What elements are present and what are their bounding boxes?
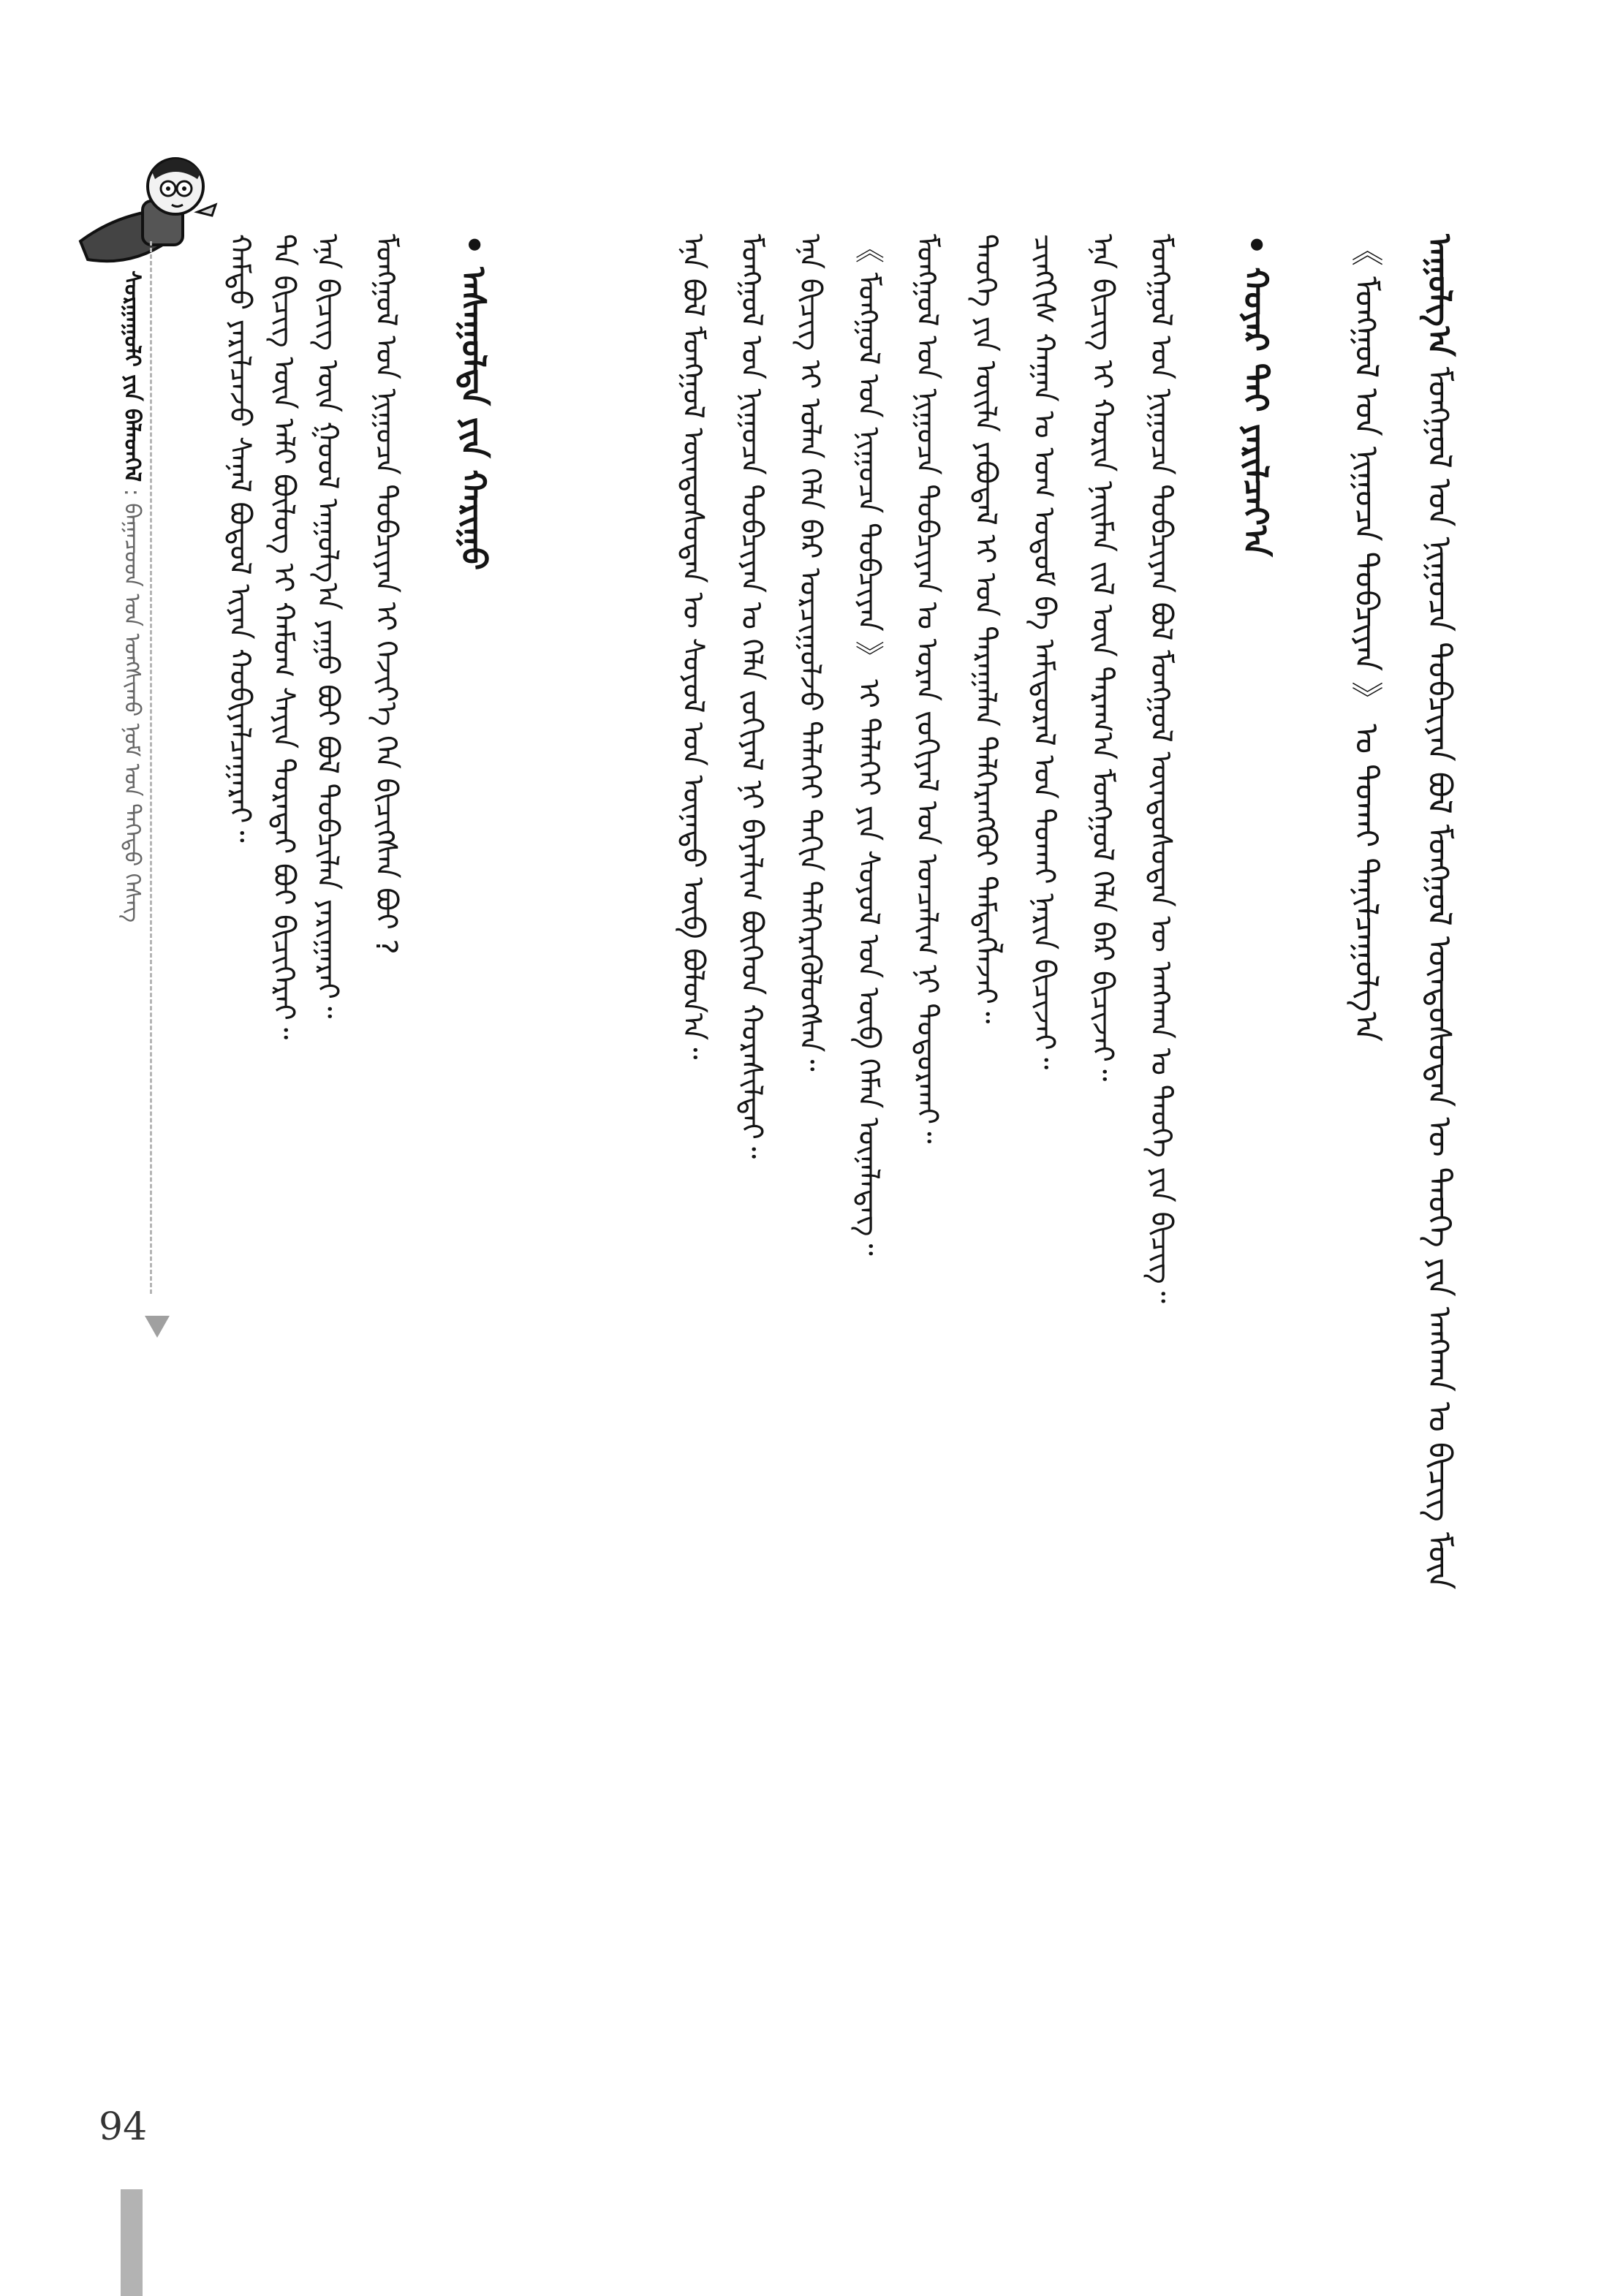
paragraph-line: 《 ᠮᠣᠩᠭᠣᠯ ᠤᠨ ᠨᠢᠭᠤᠴᠠ ᠲᠣᠪᠴᠢᠶᠠᠨ 》 ᠢ ᠳᠡᠯᠡᠬᠡᠢ ᠶᠢᠨ ᠰᠣᠶᠣᠯ ᠤᠨ ᠥᠪ ᠬᠡᠮᠡᠨ ᠦᠨᠡᠯᠡᠳᠡᠭ᠃ xyxy=(852,234,885,1256)
footer-bar xyxy=(121,2189,143,2296)
question-line: ᠮᠣᠩᠭᠣᠯ ᠤᠨ ᠨᠢᠭᠤᠴᠠ ᠲᠣᠪᠴᠢᠶᠠᠨ ᠢ ᠬᠡᠵᠢᠶ᠎ᠡ ᠬᠡᠨ ᠪᠢᠴᠢᠭᠰᠡᠨ ᠪᠤᠢ ? xyxy=(369,234,403,955)
paragraph-line: ᠮᠣᠩᠭᠣᠯ ᠤᠨ ᠨᠢᠭᠤᠴᠠ ᠲᠣᠪᠴᠢᠶᠠᠨ ᠤ ᠤᠷᠠᠨ ᠵᠣᠬᠢᠶᠠᠯ ᠤᠨ ᠣᠨᠴᠠᠯᠢᠭ ᠨᠢ ᠲᠣᠳᠣᠷᠬᠠᠢ᠃ xyxy=(910,234,944,1144)
running-header-subtitle: ᠪᠠᠭᠠᠴᠤᠳ ᠤᠨ ᠤᠩᠰᠢᠬᠤ ᠨᠣᠮ ᠤᠨ ᠳᠡᠭᠡᠳᠦ ᠬᠡᠰᠡᠭ xyxy=(119,503,145,923)
question-line: ᠡᠨᠡ ᠪᠢᠴᠢᠭ ᠦᠨ ᠭᠣᠣᠯ ᠠᠭᠤᠯᠭ᠎ᠠ ᠶᠠᠭᠤ ᠪᠤᠢ ᠪᠣᠯ ᠲᠣᠪᠴᠢᠯᠠᠨ ᠶᠠᠷᠢᠭᠠᠷᠠᠢ᠃ xyxy=(311,234,344,1019)
running-header: ᠰᠤᠷᠭᠠᠭᠤᠯᠢ ᠶᠢᠨ ᠪᠡᠯᠡᠳᠬᠡᠯ : ᠪᠠᠭᠠᠴᠤᠳ ᠤᠨ ᠤᠩᠰᠢᠬᠤ ᠨᠣᠮ ᠤᠨ ᠳᠡᠭᠡᠳᠦ ᠬᠡᠰᠡᠭ xyxy=(119,270,145,923)
paragraph-line: ᠴᠢᠩᠭᠢᠰ ᠬᠠᠭᠠᠨ ᠤ ᠤᠭ ᠤᠳᠤᠮ ᠪᠠ ᠠᠮᠢᠳᠤᠷᠠᠯ ᠤᠨ ᠲᠤᠬᠠᠢ ᠨᠠᠷᠢᠨ ᠪᠢᠴᠢᠵᠡᠢ᠃ xyxy=(1027,234,1061,1070)
intro-subtitle: 《 ᠮᠣᠩᠭᠣᠯ ᠤᠨ ᠨᠢᠭᠤᠴᠠ ᠲᠣᠪᠴᠢᠶᠠᠨ 》 ᠤ ᠲᠤᠬᠠᠢ ᠲᠠᠨᠢᠯᠴᠠᠭᠤᠯᠭ᠎ᠠ xyxy=(1347,234,1385,1042)
question-line: ᠲᠠ ᠪᠢᠴᠢᠭ ᠦᠨ ᠠᠯᠢ ᠪᠦᠯᠦᠭ ᠢ ᠬᠠᠮᠤᠭ ᠰᠠᠶᠢᠨ ᠳᠤᠷᠠᠲᠠᠢ ᠪᠤᠢ ᠪᠢᠴᠢᠭᠡᠷᠡᠢ᠃ xyxy=(267,234,300,1040)
section-heading-questions: • ᠠᠰᠠᠭᠤᠯᠲᠠ ᠶᠢᠨ ᠬᠠᠷᠢᠭᠤ xyxy=(454,234,493,571)
mascot-illustration xyxy=(66,132,227,278)
intro-title: ᠠᠭᠤᠯᠭ᠎ᠠ ᠮᠣᠩᠭᠣᠯ ᠤᠨ ᠨᠢᠭᠤᠴᠠ ᠲᠣᠪᠴᠢᠶᠠᠨ ᠪᠣᠯ ᠮᠣᠩᠭᠣᠯ ᠦᠨᠳᠦᠰᠦᠲᠡᠨ ᠦ ᠲᠡᠦᠬᠡ ᠶᠢᠨ ᠠᠩᠬᠠᠨ ᠤ ᠪᠢᠴᠢᠭ ᠮᠥᠨ xyxy=(1420,234,1458,1590)
paragraph-line: ᠡᠨᠡ ᠪᠢᠴᠢᠭ ᠢ ᠬᠣᠷᠢᠨ ᠨᠠᠢᠮᠠᠨ ᠵᠢᠯ ᠦᠨ ᠳᠠᠷᠠᠭ᠎ᠠ ᠮᠣᠩᠭᠣᠯ ᠬᠡᠯᠡ ᠪᠡᠷ ᠪᠢᠴᠢᠵᠡᠢ᠃ xyxy=(1086,234,1119,1082)
paragraph-line: ᠡᠨᠡ ᠪᠢᠴᠢᠭ ᠢ ᠣᠯᠠᠨ ᠬᠡᠯᠡ ᠪᠡᠷ ᠣᠷᠴᠢᠭᠤᠯᠵᠤ ᠳᠡᠯᠡᠬᠡᠢ ᠳᠠᠬᠢᠨ ᠳᠡᠯᠭᠡᠷᠡᠭᠦᠯᠦᠭᠰᠡᠨ᠃ xyxy=(793,234,827,1072)
triangle-marker-icon xyxy=(145,1316,170,1338)
paragraph-line: ᠮᠣᠩᠭᠣᠯ ᠤᠨ ᠨᠢᠭᠤᠴᠠ ᠲᠣᠪᠴᠢᠶᠠᠨ ᠪᠣᠯ ᠮᠣᠩᠭᠣᠯ ᠦᠨᠳᠦᠰᠦᠲᠡᠨ ᠦ ᠠᠩᠬᠠᠨ ᠤ ᠲᠡᠦᠬᠡ ᠶᠢᠨ ᠪᠢᠴᠢᠭ᠃ xyxy=(1144,234,1178,1303)
section-heading-discussion: • ᠬᠣᠶᠠᠷ ᠲᠠᠢ ᠶᠠᠷᠢᠯᠴᠠᠶ᠎ᠠ xyxy=(1236,234,1276,557)
question-line: ᠬᠠᠮᠲᠤ ᠶᠠᠷᠢᠯᠴᠠᠵᠤ ᠰᠠᠨᠠᠯ ᠪᠣᠳᠤᠯ ᠢᠶᠡᠨ ᠬᠤᠪᠢᠶᠠᠯᠴᠠᠭᠠᠷᠠᠢ᠃ xyxy=(223,234,257,843)
paragraph-line: ᠮᠣᠩᠭᠣᠯ ᠤᠨ ᠨᠢᠭᠤᠴᠠ ᠲᠣᠪᠴᠢᠶᠠᠨ ᠤ ᠬᠡᠯᠡ ᠵᠣᠬᠢᠶᠠᠯ ᠨᠢ ᠪᠠᠶᠠᠯᠢᠭ ᠪᠥᠭᠡᠳ ᠬᠣᠷᠠᠰᠢᠯᠲᠠᠢ᠃ xyxy=(735,234,768,1159)
paragraph-line: ᠲᠡᠦᠬᠡ ᠶᠢᠨ ᠦᠢᠯᠡ ᠶᠠᠪᠤᠳᠠᠯ ᠢ ᠣᠨ ᠳᠠᠷᠠᠭᠠᠯᠠᠨ ᠳᠡᠯᠭᠡᠷᠡᠩᠭᠦᠢ ᠲᠡᠮᠳᠡᠭᠯᠡᠵᠡᠢ᠃ xyxy=(969,234,1002,1024)
margin-dashed-line xyxy=(150,241,152,1294)
running-header-title: ᠰᠤᠷᠭᠠᠭᠤᠯᠢ ᠶᠢᠨ ᠪᠡᠯᠡᠳᠬᠡᠯ xyxy=(119,270,145,482)
paragraph-line: ᠡᠨᠡ ᠪᠣᠯ ᠮᠣᠩᠭᠣᠯ ᠦᠨᠳᠦᠰᠦᠲᠡᠨ ᠦ ᠰᠣᠶᠣᠯ ᠤᠨ ᠦᠨᠡᠲᠦ ᠥᠪ ᠪᠣᠯᠤᠨ᠎ᠠ᠃ xyxy=(676,234,710,1060)
page-number: 94 xyxy=(99,2105,148,2149)
